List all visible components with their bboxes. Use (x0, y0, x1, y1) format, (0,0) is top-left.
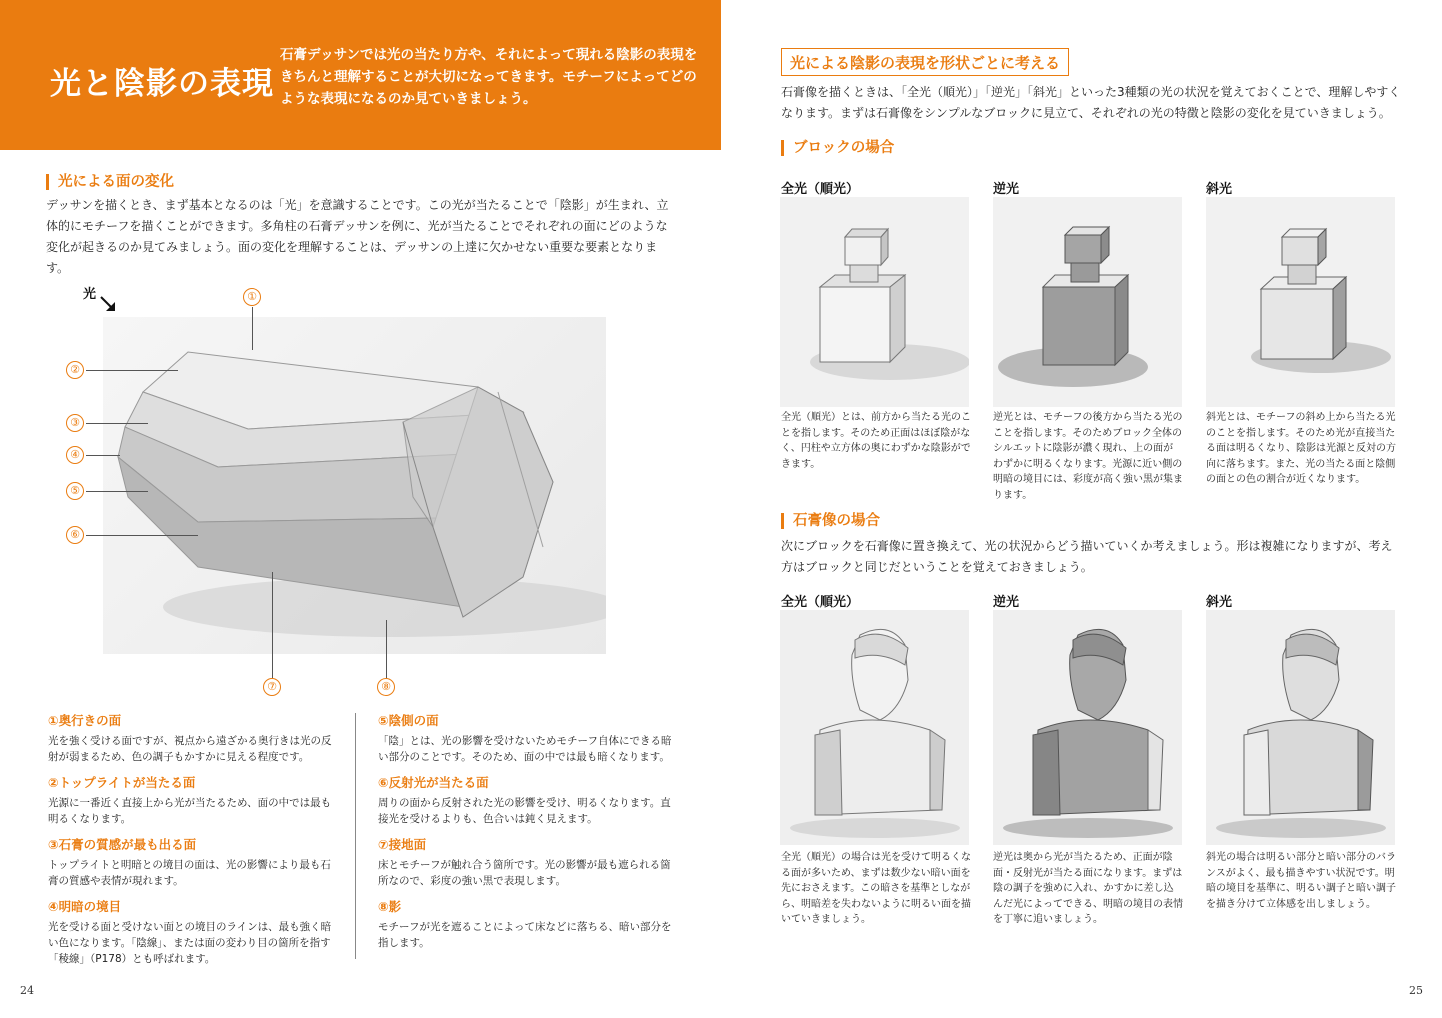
desc-body: 床とモチーフが触れ合う箇所です。光の影響が最も遮られる箇所なので、彩度の強い黒で表現します。 (378, 859, 671, 887)
desc-body: 光を強く受ける面ですが、視点から遠ざかる奥行きは光の反射が弱まるため、色の調子もかすかに見える程度です。 (48, 735, 332, 763)
desc-body: 光を受ける面と受けない面との境目のラインは、最も強く暗い色になります。「陰線」、または面の変わり目の箇所を指す「稜線」（P178）とも呼ばれます。 (48, 921, 332, 965)
bust-side-light-illustration (1206, 610, 1395, 845)
bust-drawing-front-light (780, 610, 969, 845)
hexagonal-prism-drawing (103, 317, 606, 654)
desc-body: 「陰」とは、光の影響を受けないためモチーフ自体にできる暗い部分のことです。そのため、面の中では最も暗くなります。 (378, 735, 672, 763)
block-caption-side-light: 斜光とは、モチーフの斜め上から当たる光のことを指します。そのため光が直接当たる面は明るくなり、陰影は光源と反対の方向に落ちます。また、光の当たる面と陰側の面との色の割合が近くなります。 (1206, 412, 1396, 485)
desc-title: ②トップライトが当たる面 (48, 775, 196, 790)
desc-body: 周りの面から反射された光の影響を受け、明るくなります。直接光を受けるよりも、色合いは鈍く見えます。 (378, 797, 671, 825)
block-caption-front-light: 全光（順光）とは、前方から当たる光のことを指します。そのため正面はほぼ陰がなく、円柱や立方体の奥にわずかな陰影ができます。 (781, 412, 971, 470)
section-text-light-faces: デッサンを描くとき、まず基本となるのは「光」を意識することです。この光が当たることで「陰影」が生まれ、立体的にモチーフを描くことができます。多角柱の石膏デッサンを例に、光が当たることでそれぞれの面にどのような変化が起きるのか見てみましょう。面の変化を理解することは、デッサンの上達に欠かせない重要な要素となります。 (46, 198, 669, 275)
block-label-front-light: 全光（順光） (781, 182, 860, 197)
block-label-side-light: 斜光 (1206, 182, 1233, 197)
desc-title: ⑤陰側の面 (378, 713, 439, 728)
marker-5: ⑤ (66, 482, 84, 500)
bust-caption-front-light: 全光（順光）の場合は光を受けて明るくなる面が多いため、まずは数少ない暗い面を先におさえます。この暗さを基準としながら、明暗差を失わないように明るい面を描いていきましょう。 (781, 852, 971, 925)
leader-line-8 (386, 620, 387, 678)
marker-8: ⑧ (377, 678, 395, 696)
bust-intro-text: 次にブロックを石膏像に置き換えて、光の状況からどう描いていくか考えましょう。形は複雑になりますが、考え方はブロックと同じだということを覚えておきましょう。 (781, 539, 1393, 574)
marker-2: ② (66, 361, 84, 379)
marker-4: ④ (66, 446, 84, 464)
desc-body: 光源に一番近く直接上から光が当たるため、面の中では最も明るくなります。 (48, 797, 332, 825)
right-page-title: 光による陰影の表現を形状ごとに考える (781, 48, 1069, 76)
bust-drawing-side-light (1206, 610, 1395, 845)
face-descriptions-right (378, 713, 673, 961)
bust-caption-side-light: 斜光の場合は明るい部分と暗い部分のバランスがよく、最も描きやすい状況です。明暗の境目を基準に、明るい調子と暗い調子を描き分けて立体感を出しましょう。 (1206, 852, 1396, 910)
desc-item (378, 713, 673, 765)
desc-item (48, 837, 338, 889)
light-direction-arrow-icon (98, 294, 118, 314)
leader-line-2 (86, 370, 178, 371)
page-title: 光と陰影の表現 (50, 66, 274, 102)
desc-item (48, 775, 338, 827)
section-heading-bust: 石膏像の場合 (781, 513, 880, 529)
bust-label-side-light: 斜光 (1206, 595, 1233, 610)
desc-body: モチーフが光を遮ることによって床などに落ちる、暗い部分を指します。 (378, 921, 672, 949)
bust-label-back-light: 逆光 (993, 595, 1020, 610)
block-caption-back-light: 逆光とは、モチーフの後方から当たる光のことを指します。そのためブロック全体のシルエットに陰影が濃く現れ、上の面がわずかに明るくなります。光源に近い側の明暗の境目には、彩度が高く強い黒が集まります。 (993, 412, 1183, 501)
desc-item (48, 713, 338, 765)
block-drawing-back-light (993, 197, 1182, 407)
block-label-back-light: 逆光 (993, 182, 1020, 197)
desc-item (48, 899, 338, 967)
desc-item (378, 899, 673, 951)
bust-label-front-light: 全光（順光） (781, 595, 860, 610)
bust-front-light-illustration (780, 610, 969, 845)
desc-title: ④明暗の境目 (48, 899, 122, 914)
block-drawing-side-light (1206, 197, 1395, 407)
desc-title: ⑥反射光が当たる面 (378, 775, 489, 790)
desc-title: ⑦接地面 (378, 837, 427, 852)
leader-line-3 (86, 423, 148, 424)
light-label: 光 (83, 287, 97, 302)
desc-title: ⑧影 (378, 899, 402, 914)
section-heading-block: ブロックの場合 (781, 140, 894, 156)
desc-title: ③石膏の質感が最も出る面 (48, 837, 197, 852)
marker-1: ① (243, 288, 261, 306)
desc-item (378, 837, 673, 889)
section-heading-light-faces: 光による面の変化 (46, 174, 174, 190)
leader-line-4 (86, 455, 120, 456)
intro-text: 石膏デッサンでは光の当たり方や、それによって現れる陰影の表現をきちんと理解することが大切になってきます。モチーフによってどのような表現になるのか見ていきましょう。 (280, 47, 698, 107)
page-number-left: 24 (20, 984, 34, 997)
marker-6: ⑥ (66, 526, 84, 544)
bust-back-light-illustration (993, 610, 1182, 845)
face-descriptions-left (48, 713, 338, 977)
block-back-light-illustration (993, 197, 1182, 407)
hexagonal-prism-illustration (103, 317, 606, 654)
column-divider (355, 713, 356, 959)
page-number-right: 25 (1409, 984, 1423, 997)
bust-drawing-back-light (993, 610, 1182, 845)
block-drawing-front-light (780, 197, 969, 407)
desc-item (378, 775, 673, 827)
leader-line-5 (86, 491, 148, 492)
right-intro-text: 石膏像を描くときは、「全光（順光）」「逆光」「斜光」といった3種類の光の状況を覚えておくことで、理解しやすくなります。まずは石膏像をシンプルなブロックに見立て、それぞれの光の特徴と陰影の変化を見ていきましょう。 (781, 85, 1401, 120)
desc-title: ①奥行きの面 (48, 713, 122, 728)
desc-body: トップライトと明暗との境目の面は、光の影響により最も石膏の質感や表情が現れます。 (48, 859, 331, 887)
leader-line-6 (86, 535, 198, 536)
block-front-light-illustration (780, 197, 969, 407)
marker-7: ⑦ (263, 678, 281, 696)
leader-line-7 (272, 572, 273, 678)
bust-caption-back-light: 逆光は奥から光が当たるため、正面が陰面・反射光が当たる面になります。まずは陰の調子を強めに入れ、かすかに差し込んだ光によってできる、明暗の境目の表情を丁寧に追いましょう。 (993, 852, 1183, 925)
leader-line-1 (252, 307, 253, 350)
block-side-light-illustration (1206, 197, 1395, 407)
marker-3: ③ (66, 414, 84, 432)
